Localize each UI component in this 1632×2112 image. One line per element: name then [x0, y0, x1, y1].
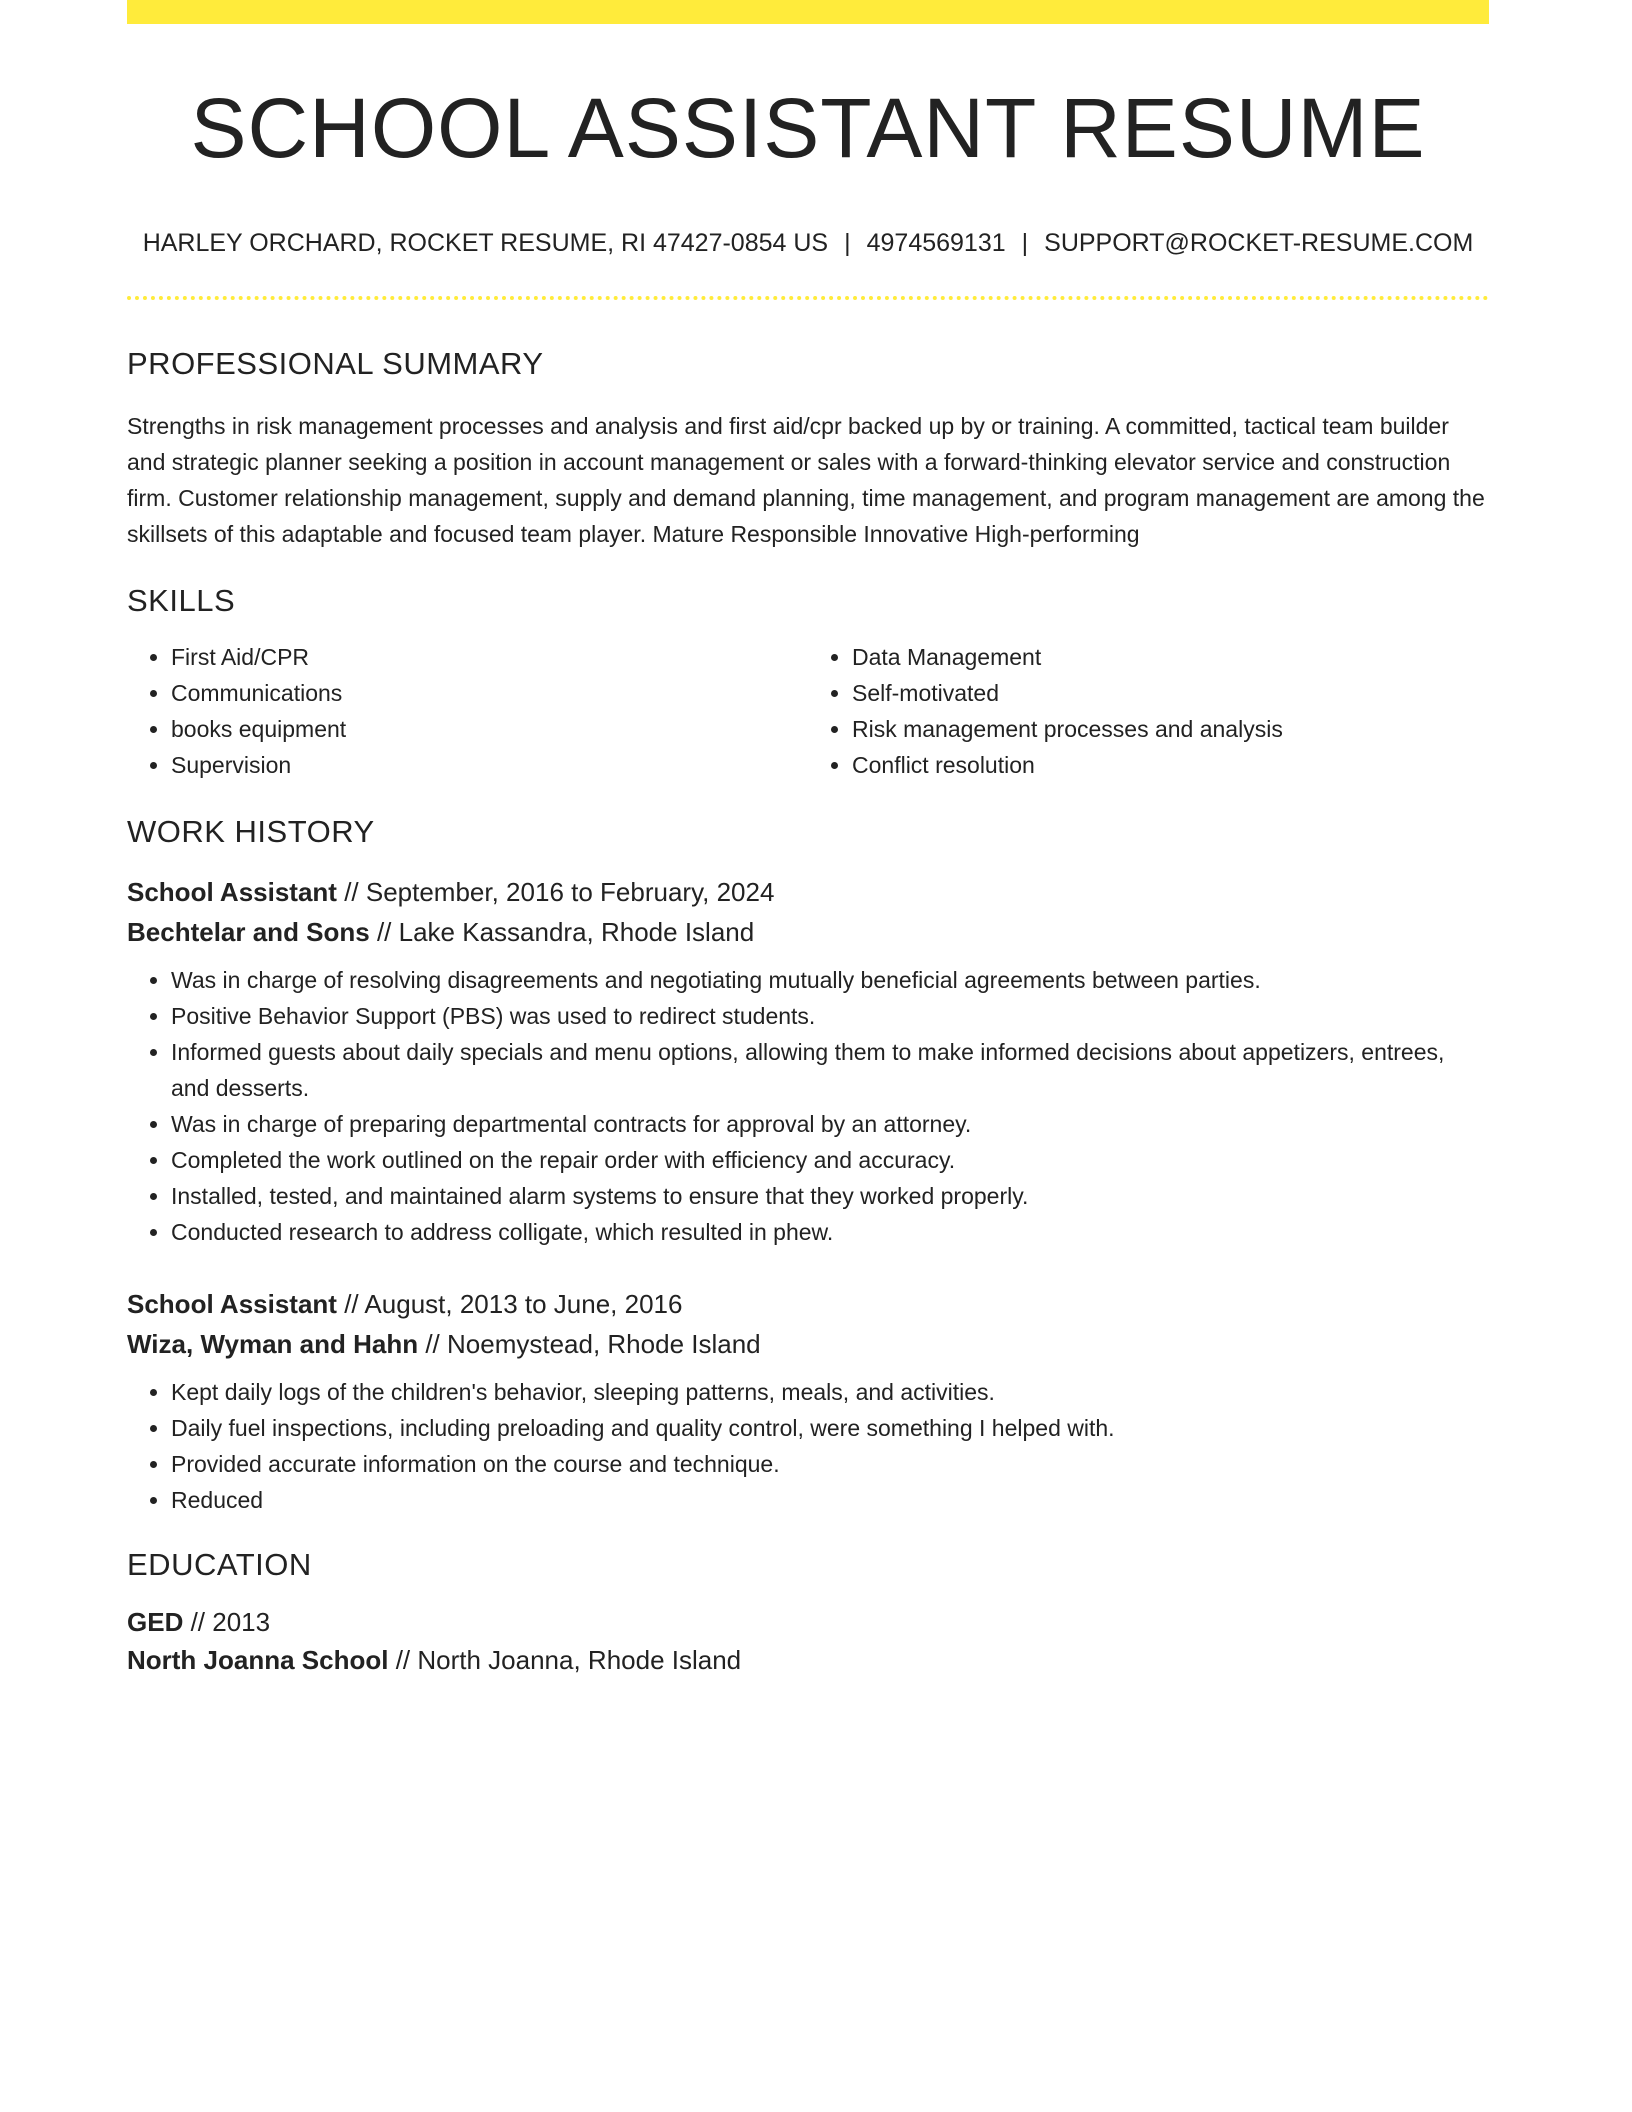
education-heading: EDUCATION — [127, 1546, 312, 1582]
skill-item: • Self-motivated — [852, 675, 1489, 711]
job-bullets — [127, 1374, 1489, 1518]
job-bullet: • Was in charge of preparing departmental contracts for approval by an attorney. — [171, 1106, 1489, 1142]
job-company-line — [127, 912, 1489, 952]
job-bullet: • Reduced — [171, 1482, 1489, 1518]
skill-item: • Conflict resolution — [852, 747, 1489, 783]
job-bullet: • Completed the work outlined on the repair order with efficiency and accuracy. — [171, 1142, 1489, 1178]
job-entry — [127, 872, 1489, 1250]
skills-column-left — [127, 639, 808, 783]
education-school: North Joanna School — [127, 1645, 389, 1676]
skill-item: • Data Management — [852, 639, 1489, 675]
job-dates: // September, 2016 to February, 2024 — [336, 876, 775, 907]
contact-separator: | — [1021, 229, 1029, 258]
job-company: Bechtelar and Sons — [127, 916, 370, 947]
job-bullet: • Positive Behavior Support (PBS) was used to redirect students. — [171, 998, 1489, 1034]
contact-email: SUPPORT@ROCKET-RESUME.COM — [1044, 229, 1474, 258]
contact-phone: 4974569131 — [866, 229, 1006, 258]
education-school-line — [127, 1641, 1489, 1679]
job-company-line — [127, 1324, 1489, 1364]
summary-text: Strengths in risk management processes and analysis and first aid/cpr backed up by or training. A committed, tactical team builder and strategic planner seeking a position in account management or sales with a forward-thinking elevator service and construction firm. Customer relationship management, supply and demand planning, time management, and program management are among the skillsets of this adaptable and focused team player. Mature Responsible Innovative High-performing — [127, 412, 1485, 547]
job-bullet: • Provided accurate information on the course and technique. — [171, 1446, 1489, 1482]
skill-item: • Risk management processes and analysis — [852, 711, 1489, 747]
job-dates: // August, 2013 to June, 2016 — [336, 1288, 683, 1319]
work-history-heading: WORK HISTORY — [127, 813, 375, 849]
job-title-line — [127, 872, 1489, 912]
education-degree-line — [127, 1603, 1489, 1641]
summary-heading: PROFESSIONAL SUMMARY — [127, 346, 544, 382]
job-title-line — [127, 1284, 1489, 1324]
contact-separator: | — [844, 229, 851, 258]
skill-item: • First Aid/CPR — [171, 639, 808, 675]
job-location: // Noemystead, Rhode Island — [418, 1328, 761, 1359]
job-entry — [127, 1284, 1489, 1518]
contact-line — [127, 228, 1489, 258]
job-bullet: • Was in charge of resolving disagreements and negotiating mutually beneficial agreements between parties. — [171, 962, 1489, 998]
resume-title: SCHOOL ASSISTANT RESUME — [190, 81, 1426, 175]
education-degree: GED — [127, 1607, 184, 1638]
job-bullet: • Kept daily logs of the children's behavior, sleeping patterns, meals, and activities. — [171, 1374, 1489, 1410]
job-title: School Assistant — [127, 1288, 337, 1319]
job-bullet: • Informed guests about daily specials and menu options, allowing them to make informed decisions about appetizers, entrees, and desserts. — [171, 1034, 1489, 1106]
header-divider — [127, 296, 1489, 300]
skills-column-right — [808, 639, 1489, 783]
skill-item: • Supervision — [171, 747, 808, 783]
job-title: School Assistant — [127, 876, 337, 907]
skill-item: • books equipment — [171, 711, 808, 747]
contact-address: HARLEY ORCHARD, ROCKET RESUME, RI 47427-0854 US — [142, 229, 829, 258]
education-entry — [127, 1603, 1489, 1679]
education-location: // North Joanna, Rhode Island — [388, 1645, 742, 1676]
job-company: Wiza, Wyman and Hahn — [127, 1328, 419, 1359]
job-bullet: • Conducted research to address colligate, which resulted in phew. — [171, 1214, 1489, 1250]
job-bullet: • Installed, tested, and maintained alarm systems to ensure that they worked properly. — [171, 1178, 1489, 1214]
resume-page — [127, 0, 1489, 1679]
job-bullet: • Daily fuel inspections, including preloading and quality control, were something I helped with. — [171, 1410, 1489, 1446]
top-accent-bar — [127, 0, 1489, 24]
skills-heading: SKILLS — [127, 582, 236, 618]
skill-item: • Communications — [171, 675, 808, 711]
job-bullets — [127, 962, 1489, 1250]
skills-list — [127, 639, 1489, 783]
education-year: // 2013 — [183, 1607, 271, 1638]
job-location: // Lake Kassandra, Rhode Island — [369, 916, 755, 947]
